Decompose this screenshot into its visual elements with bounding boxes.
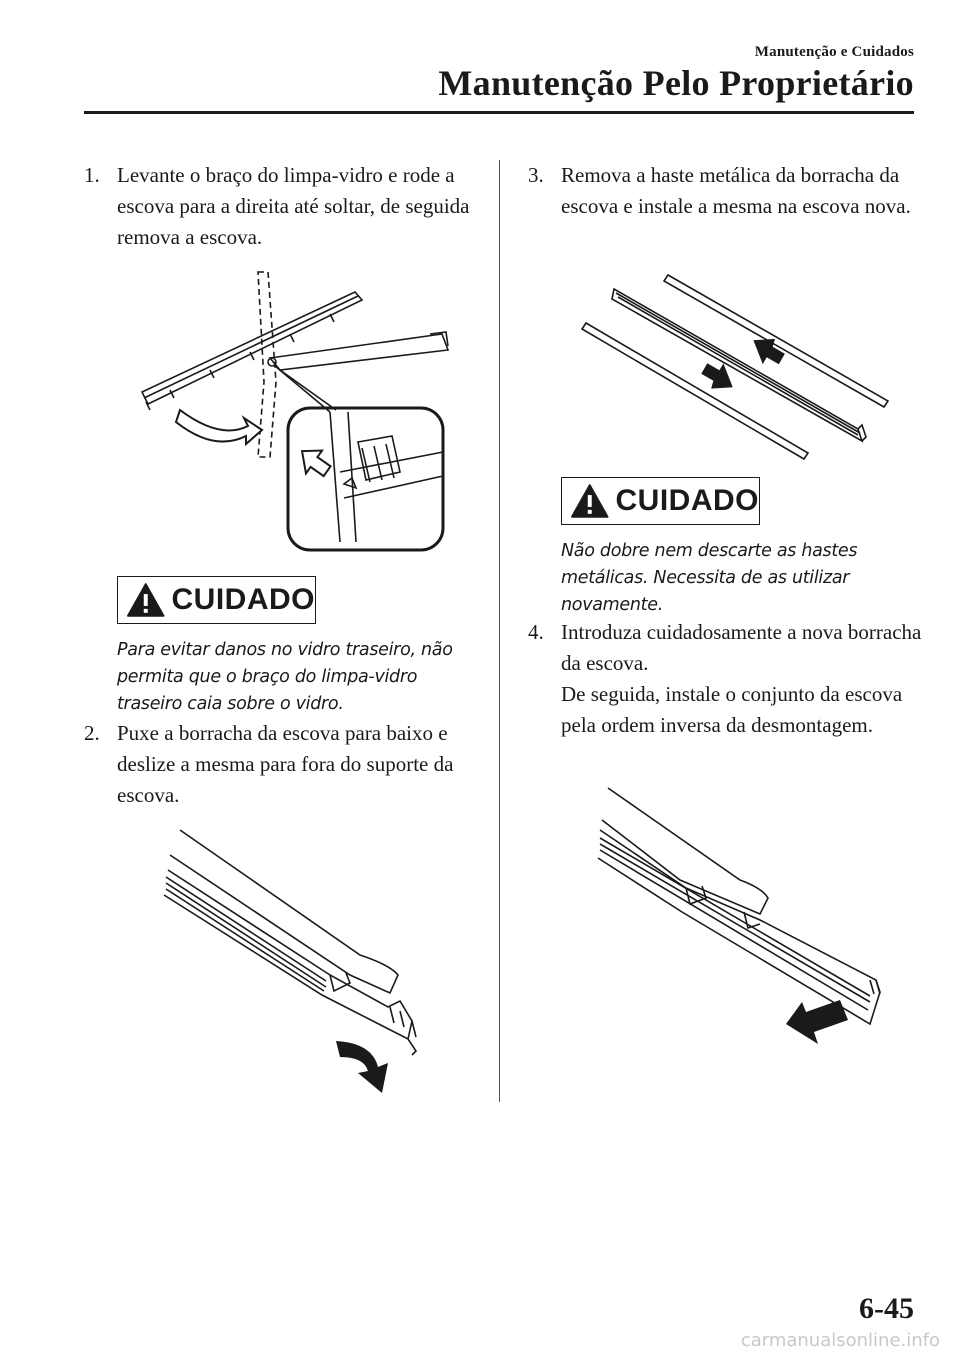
page-number: 6-45	[859, 1292, 914, 1325]
warning-icon	[126, 582, 166, 618]
step-text: Remova a haste metálica da borracha da escova e instale a mesma na escova nova.	[561, 163, 911, 218]
page-title: Manutenção Pelo Proprietário	[438, 63, 914, 103]
blade-rubber-removal-illustration	[150, 825, 440, 1100]
step-text-line: De seguida, instale o conjunto da escova pela ordem inversa da desmontagem.	[561, 682, 903, 737]
caution-text: Para evitar danos no vidro traseiro, não permita que o braço do limpa-vidro traseiro caia sobre o vidro.	[117, 640, 453, 714]
metal-rod-illustration	[578, 265, 898, 465]
caution-text: Não dobre nem descarte as hastes metálicas. Necessita de as utilizar novamente.	[561, 541, 858, 615]
wiper-removal-illustration	[130, 262, 460, 557]
caution-label: CUIDADO	[615, 484, 759, 517]
step-number: 2.	[84, 721, 100, 745]
caution-badge	[117, 576, 316, 624]
caution-badge	[561, 477, 760, 525]
column-divider	[499, 160, 500, 1102]
header-rule	[84, 111, 914, 114]
blade-rubber-install-illustration	[590, 780, 890, 1060]
step-text-line: Introduza cuidadosamente a nova borracha da escova.	[561, 620, 922, 675]
step-text: Levante o braço do limpa-vidro e rode a escova para a direita até soltar, de seguida remova a escova.	[117, 163, 470, 249]
watermark: carmanualsonline.info	[740, 1330, 940, 1351]
section-title: Manutenção e Cuidados	[754, 44, 914, 60]
step-number: 3.	[528, 163, 544, 187]
step-text	[561, 617, 928, 741]
step-text: Puxe a borracha da escova para baixo e deslize a mesma para fora do suporte da escova.	[117, 721, 454, 807]
step-number: 4.	[528, 620, 544, 644]
caution-label: CUIDADO	[171, 583, 315, 616]
step-number: 1.	[84, 163, 100, 187]
warning-icon	[570, 483, 610, 519]
